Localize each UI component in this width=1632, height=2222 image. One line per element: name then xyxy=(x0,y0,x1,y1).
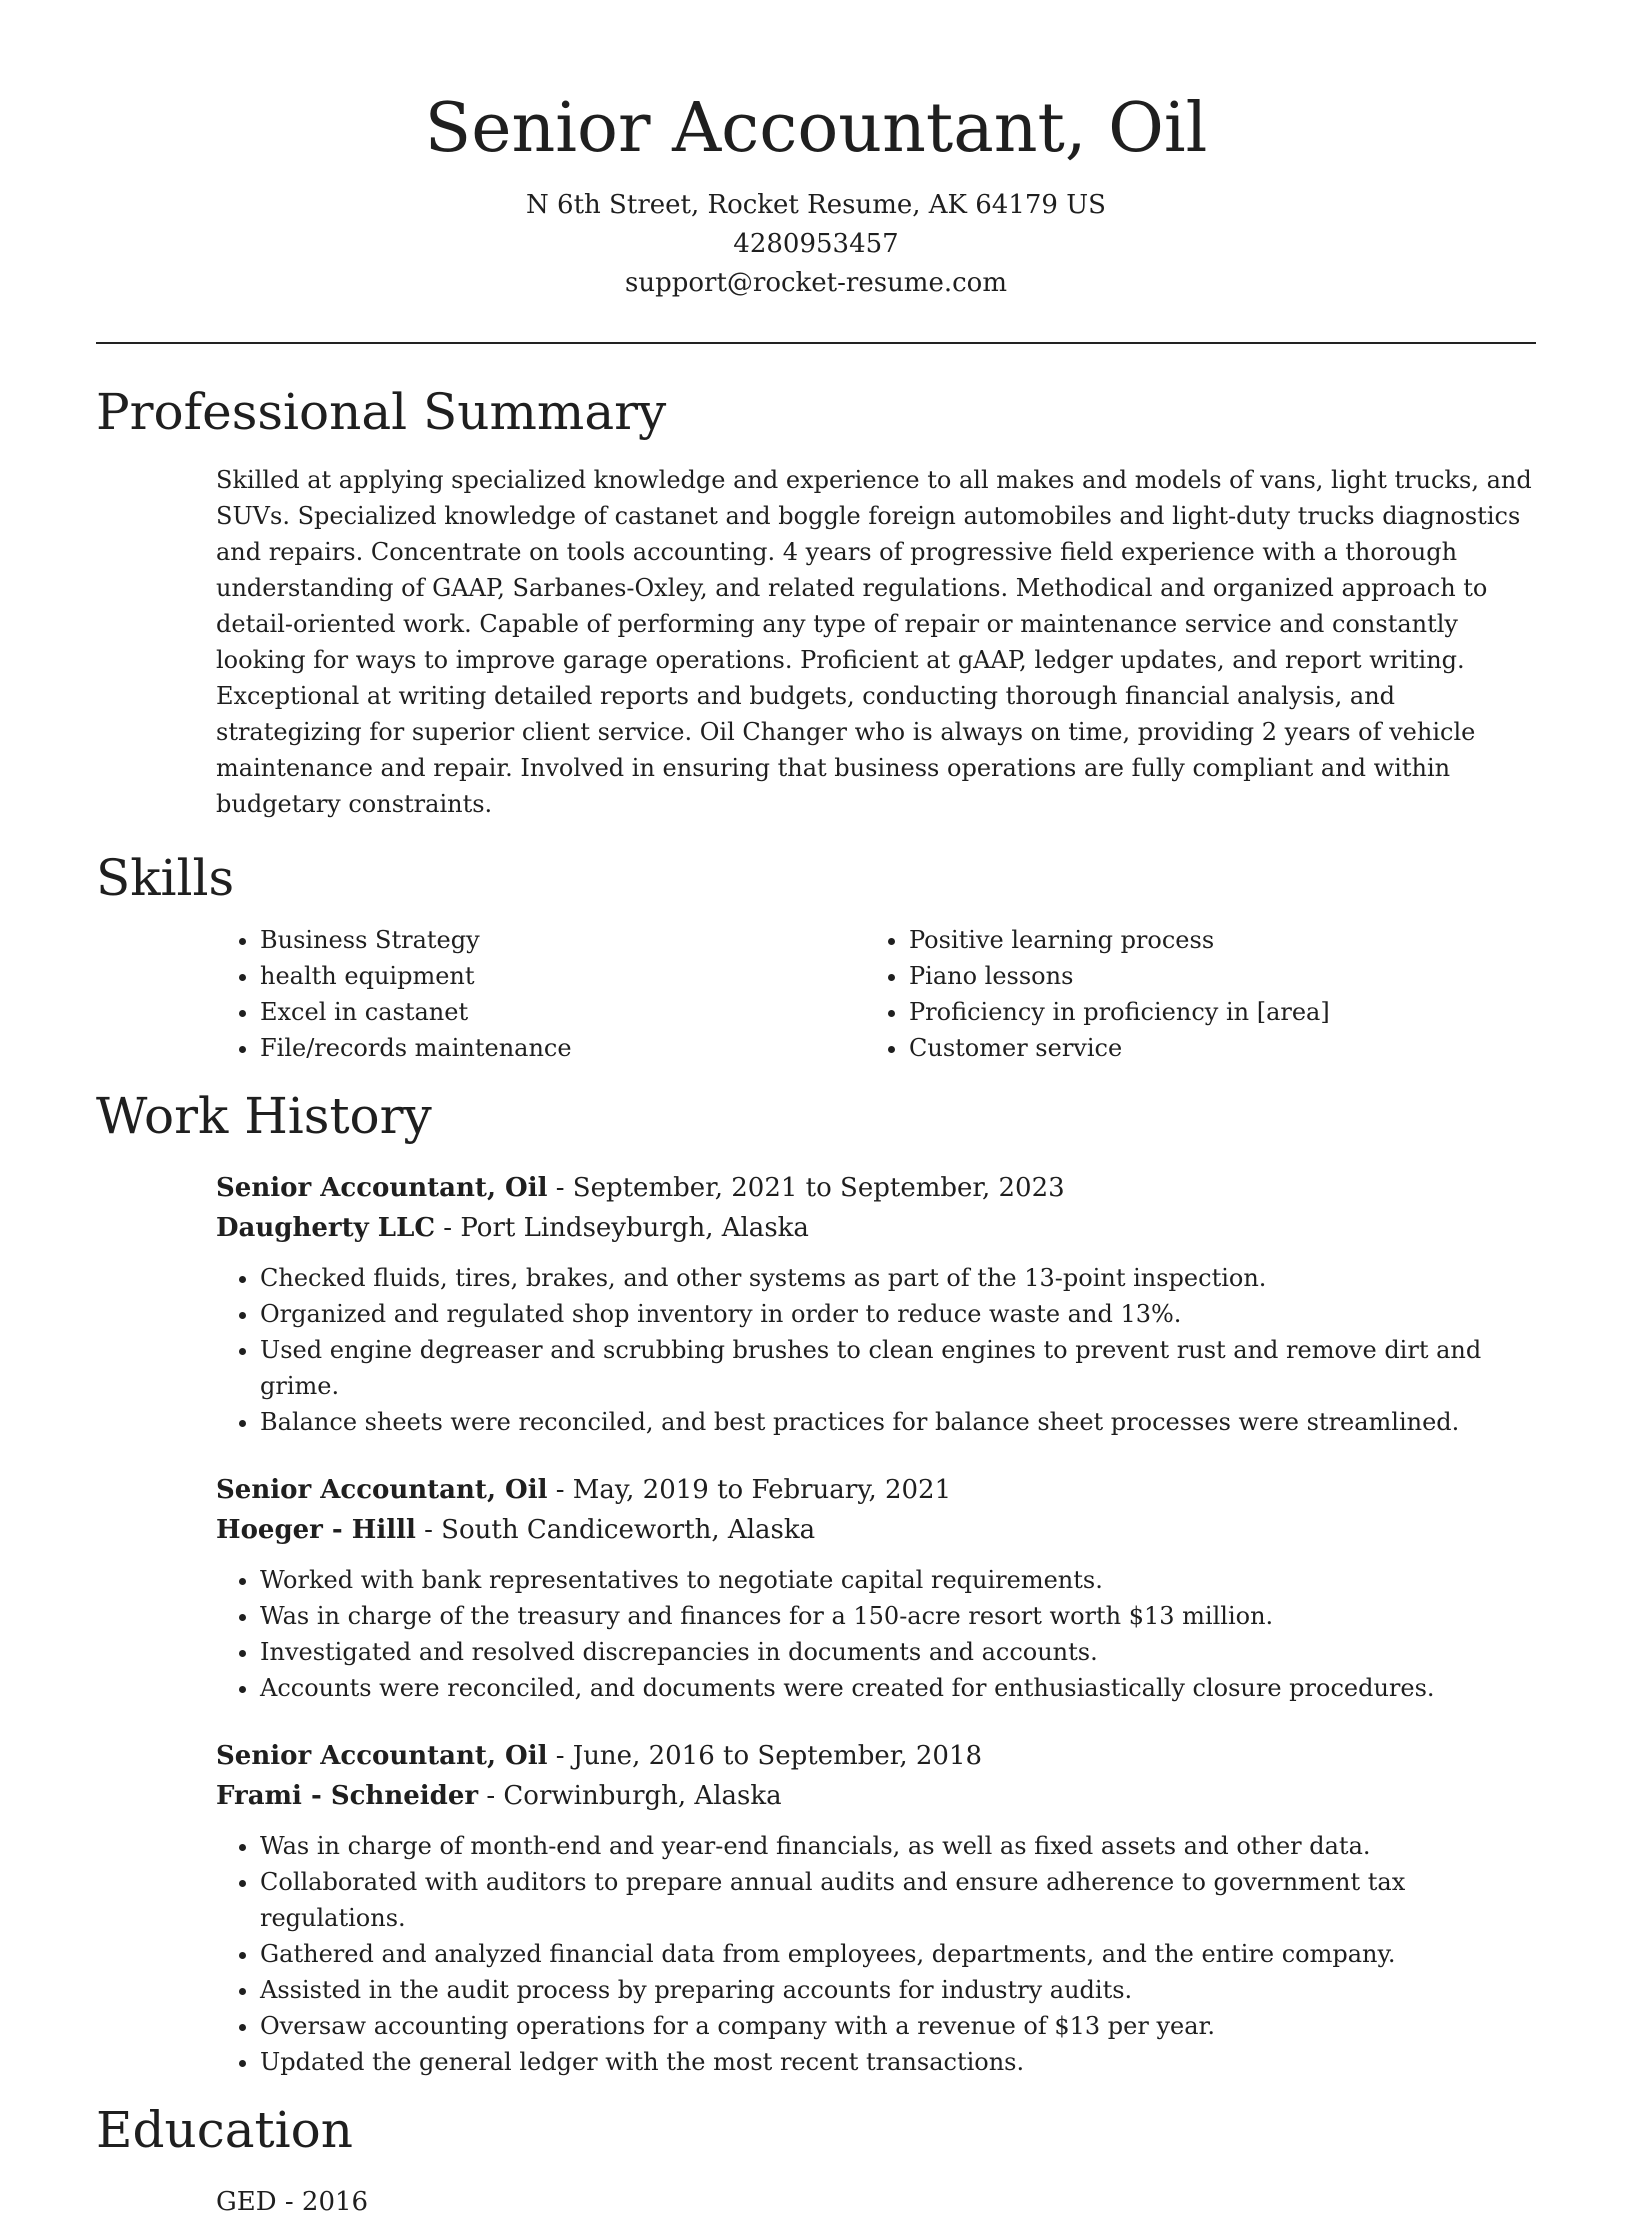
job-bullet: • Used engine degreaser and scrubbing brushes to clean engines to prevent rust and remove dirt and grime. xyxy=(260,1332,1536,1404)
education-degree: GED xyxy=(216,2187,277,2217)
job-company: Hoeger - Hilll xyxy=(216,1515,416,1545)
job-title: Senior Accountant, Oil xyxy=(216,1741,548,1771)
job-bullet: • Updated the general ledger with the most recent transactions. xyxy=(260,2044,1536,2080)
job-company: Frami - Schneider xyxy=(216,1781,479,1811)
contact-address: N 6th Street, Rocket Resume, AK 64179 US xyxy=(526,190,1106,220)
job-dates: - September, 2021 to September, 2023 xyxy=(547,1173,1065,1203)
education-year: - 2016 xyxy=(276,2187,369,2217)
resume-page xyxy=(96,0,1536,2222)
skill-item: • Positive learning process xyxy=(909,922,1514,958)
job-bullet: • Worked with bank representatives to negotiate capital requirements. xyxy=(260,1562,1536,1598)
job-title-line xyxy=(216,1736,1536,1776)
job-bullet: • Checked fluids, tires, brakes, and other systems as part of the 13-point inspection. xyxy=(260,1260,1536,1296)
work-history-section xyxy=(96,1086,1536,2080)
job-title: Senior Accountant, Oil xyxy=(216,1475,548,1505)
job-bullets xyxy=(216,1260,1536,1440)
job-bullet: • Collaborated with auditors to prepare annual audits and ensure adherence to government tax regulations. xyxy=(260,1864,1536,1936)
job-bullet: • Organized and regulated shop inventory in order to reduce waste and 13%. xyxy=(260,1296,1536,1332)
job-bullets xyxy=(216,1828,1536,2080)
resume-name: Senior Accountant, Oil xyxy=(424,89,1208,168)
summary-section xyxy=(96,382,1536,822)
skill-item: • Customer service xyxy=(909,1030,1514,1066)
job-company-line xyxy=(216,1208,1536,1248)
skills-list-left xyxy=(216,922,865,1066)
job-entry xyxy=(216,1736,1536,2080)
job-entry xyxy=(216,1470,1536,1706)
job-title: Senior Accountant, Oil xyxy=(216,1173,548,1203)
job-company: Daugherty LLC xyxy=(216,1213,436,1243)
contact-block xyxy=(96,186,1536,303)
job-company-line xyxy=(216,1776,1536,1816)
job-location: - Corwinburgh, Alaska xyxy=(478,1781,782,1811)
job-title-line xyxy=(216,1470,1536,1510)
work-history-heading: Work History xyxy=(96,1087,432,1145)
job-bullet: • Assisted in the audit process by preparing accounts for industry audits. xyxy=(260,1972,1536,2008)
skills-section xyxy=(96,848,1536,1066)
job-bullet: • Was in charge of month-end and year-end financials, as well as fixed assets and other data. xyxy=(260,1828,1536,1864)
contact-phone: 4280953457 xyxy=(733,229,899,259)
job-bullet: • Was in charge of the treasury and finances for a 150-acre resort worth $13 million. xyxy=(260,1598,1536,1634)
skills-columns xyxy=(216,922,1536,1066)
header-divider xyxy=(96,342,1536,344)
job-dates: - June, 2016 to September, 2018 xyxy=(547,1741,983,1771)
job-title-line xyxy=(216,1168,1536,1208)
job-bullet: • Gathered and analyzed financial data from employees, departments, and the entire company. xyxy=(260,1936,1536,1972)
job-company-line xyxy=(216,1510,1536,1550)
job-bullet: • Accounts were reconciled, and documents were created for enthusiastically closure procedures. xyxy=(260,1670,1536,1706)
skill-item: • Piano lessons xyxy=(909,958,1514,994)
skills-heading: Skills xyxy=(96,849,235,907)
summary-text: Skilled at applying specialized knowledge and experience to all makes and models of vans, light trucks, and SUVs. Specialized knowledge of castanet and boggle foreign automobiles and light-duty trucks diagnostics and repairs. Concentrate on tools accounting. 4 years of progressive field experience with a thorough understanding of GAAP, Sarbanes-Oxley, and related regulations. Methodical and organized approach to detail-oriented work. Capable of performing any type of repair or maintenance service and constantly looking for ways to improve garage operations. Proficient at gAAP, ledger updates, and report writing. Exceptional at writing detailed reports and budgets, conducting thorough financial analysis, and strategizing for superior client service. Oil Changer who is always on time, providing 2 years of vehicle maintenance and repair. Involved in ensuring that business operations are fully compliant and within budgetary constraints. xyxy=(216,466,1532,818)
summary-heading: Professional Summary xyxy=(96,383,667,441)
education-heading: Education xyxy=(96,2101,353,2159)
skill-item: • Business Strategy xyxy=(260,922,865,958)
job-bullet: • Investigated and resolved discrepancies in documents and accounts. xyxy=(260,1634,1536,1670)
education-entry xyxy=(216,2182,1536,2222)
job-bullets xyxy=(216,1562,1536,1706)
job-dates: - May, 2019 to February, 2021 xyxy=(547,1475,952,1505)
skill-item: • Excel in castanet xyxy=(260,994,865,1030)
skill-item: • File/records maintenance xyxy=(260,1030,865,1066)
contact-email: support@rocket-resume.com xyxy=(624,268,1007,298)
job-location: - Port Lindseyburgh, Alaska xyxy=(435,1213,809,1243)
job-entry xyxy=(216,1168,1536,1440)
skill-item: • health equipment xyxy=(260,958,865,994)
job-bullet: • Oversaw accounting operations for a company with a revenue of $13 per year. xyxy=(260,2008,1536,2044)
skill-item: • Proficiency in proficiency in [area] xyxy=(909,994,1514,1030)
skills-list-right xyxy=(865,922,1514,1066)
education-section xyxy=(96,2100,1536,2222)
job-location: - South Candiceworth, Alaska xyxy=(415,1515,816,1545)
job-bullet: • Balance sheets were reconciled, and best practices for balance sheet processes were streamlined. xyxy=(260,1404,1536,1440)
